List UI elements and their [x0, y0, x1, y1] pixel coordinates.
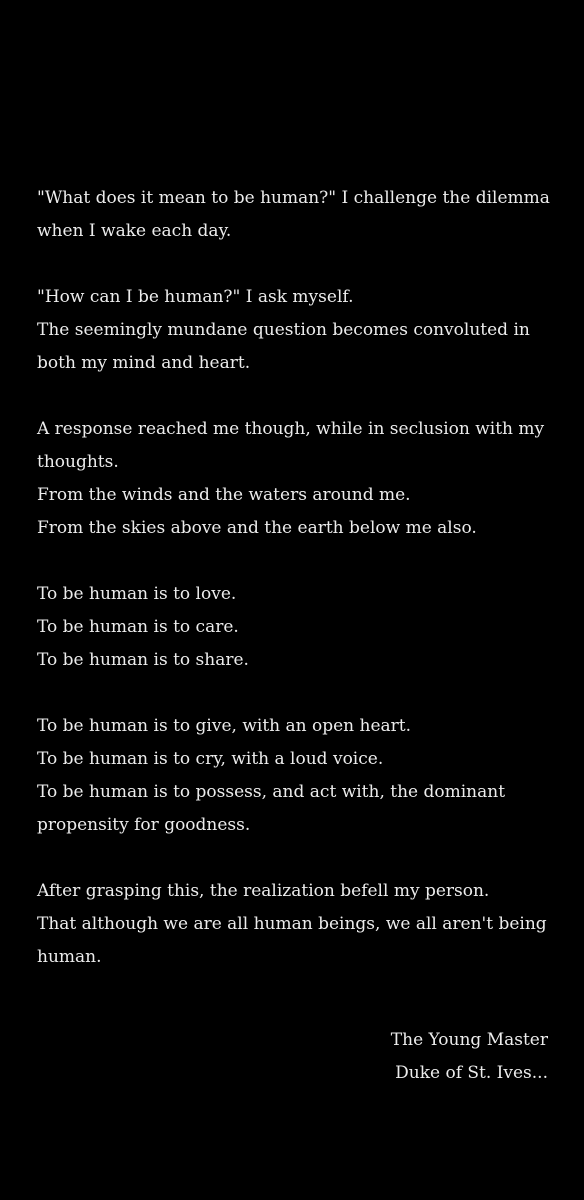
poem-line: To be human is to love.	[37, 584, 237, 604]
poem-line: To be human is to cry, with a loud voice.	[37, 749, 384, 769]
poem-line: To be human is to care.	[37, 617, 239, 637]
poem-line: To be human is to give, with an open heart.	[37, 716, 412, 736]
stanza	[37, 281, 557, 380]
poem-line: thoughts.	[37, 452, 119, 472]
poem-line: both my mind and heart.	[37, 353, 251, 373]
stanza	[37, 578, 557, 677]
stanza	[37, 413, 557, 545]
poem-line: A response reached me though, while in seclusion with my	[37, 419, 545, 439]
poem-line: propensity for goodness.	[37, 815, 251, 835]
poem-line: To be human is to possess, and act with, the dominant	[37, 782, 506, 802]
poem-line: To be human is to share.	[37, 650, 249, 670]
poem-line: From the winds and the waters around me.	[37, 485, 411, 505]
signature	[391, 1024, 548, 1090]
poem-line: From the skies above and the earth below me also.	[37, 518, 477, 538]
poem-line: when I wake each day.	[37, 221, 232, 241]
poem-line: The seemingly mundane question becomes convoluted in	[37, 320, 530, 340]
stanza	[37, 182, 557, 248]
poem-body	[37, 182, 557, 1007]
poem-line: "How can I be human?" I ask myself.	[37, 287, 354, 307]
signature-name: The Young Master	[390, 1030, 548, 1050]
stanza	[37, 710, 557, 842]
stanza	[37, 875, 557, 974]
poem-line: human.	[37, 947, 102, 967]
signature-title: Duke of St. Ives...	[395, 1063, 548, 1083]
poem-line: After grasping this, the realization befell my person.	[37, 881, 490, 901]
poem-line: "What does it mean to be human?" I challenge the dilemma	[37, 188, 550, 208]
poem-line: That although we are all human beings, we all aren't being	[37, 914, 547, 934]
